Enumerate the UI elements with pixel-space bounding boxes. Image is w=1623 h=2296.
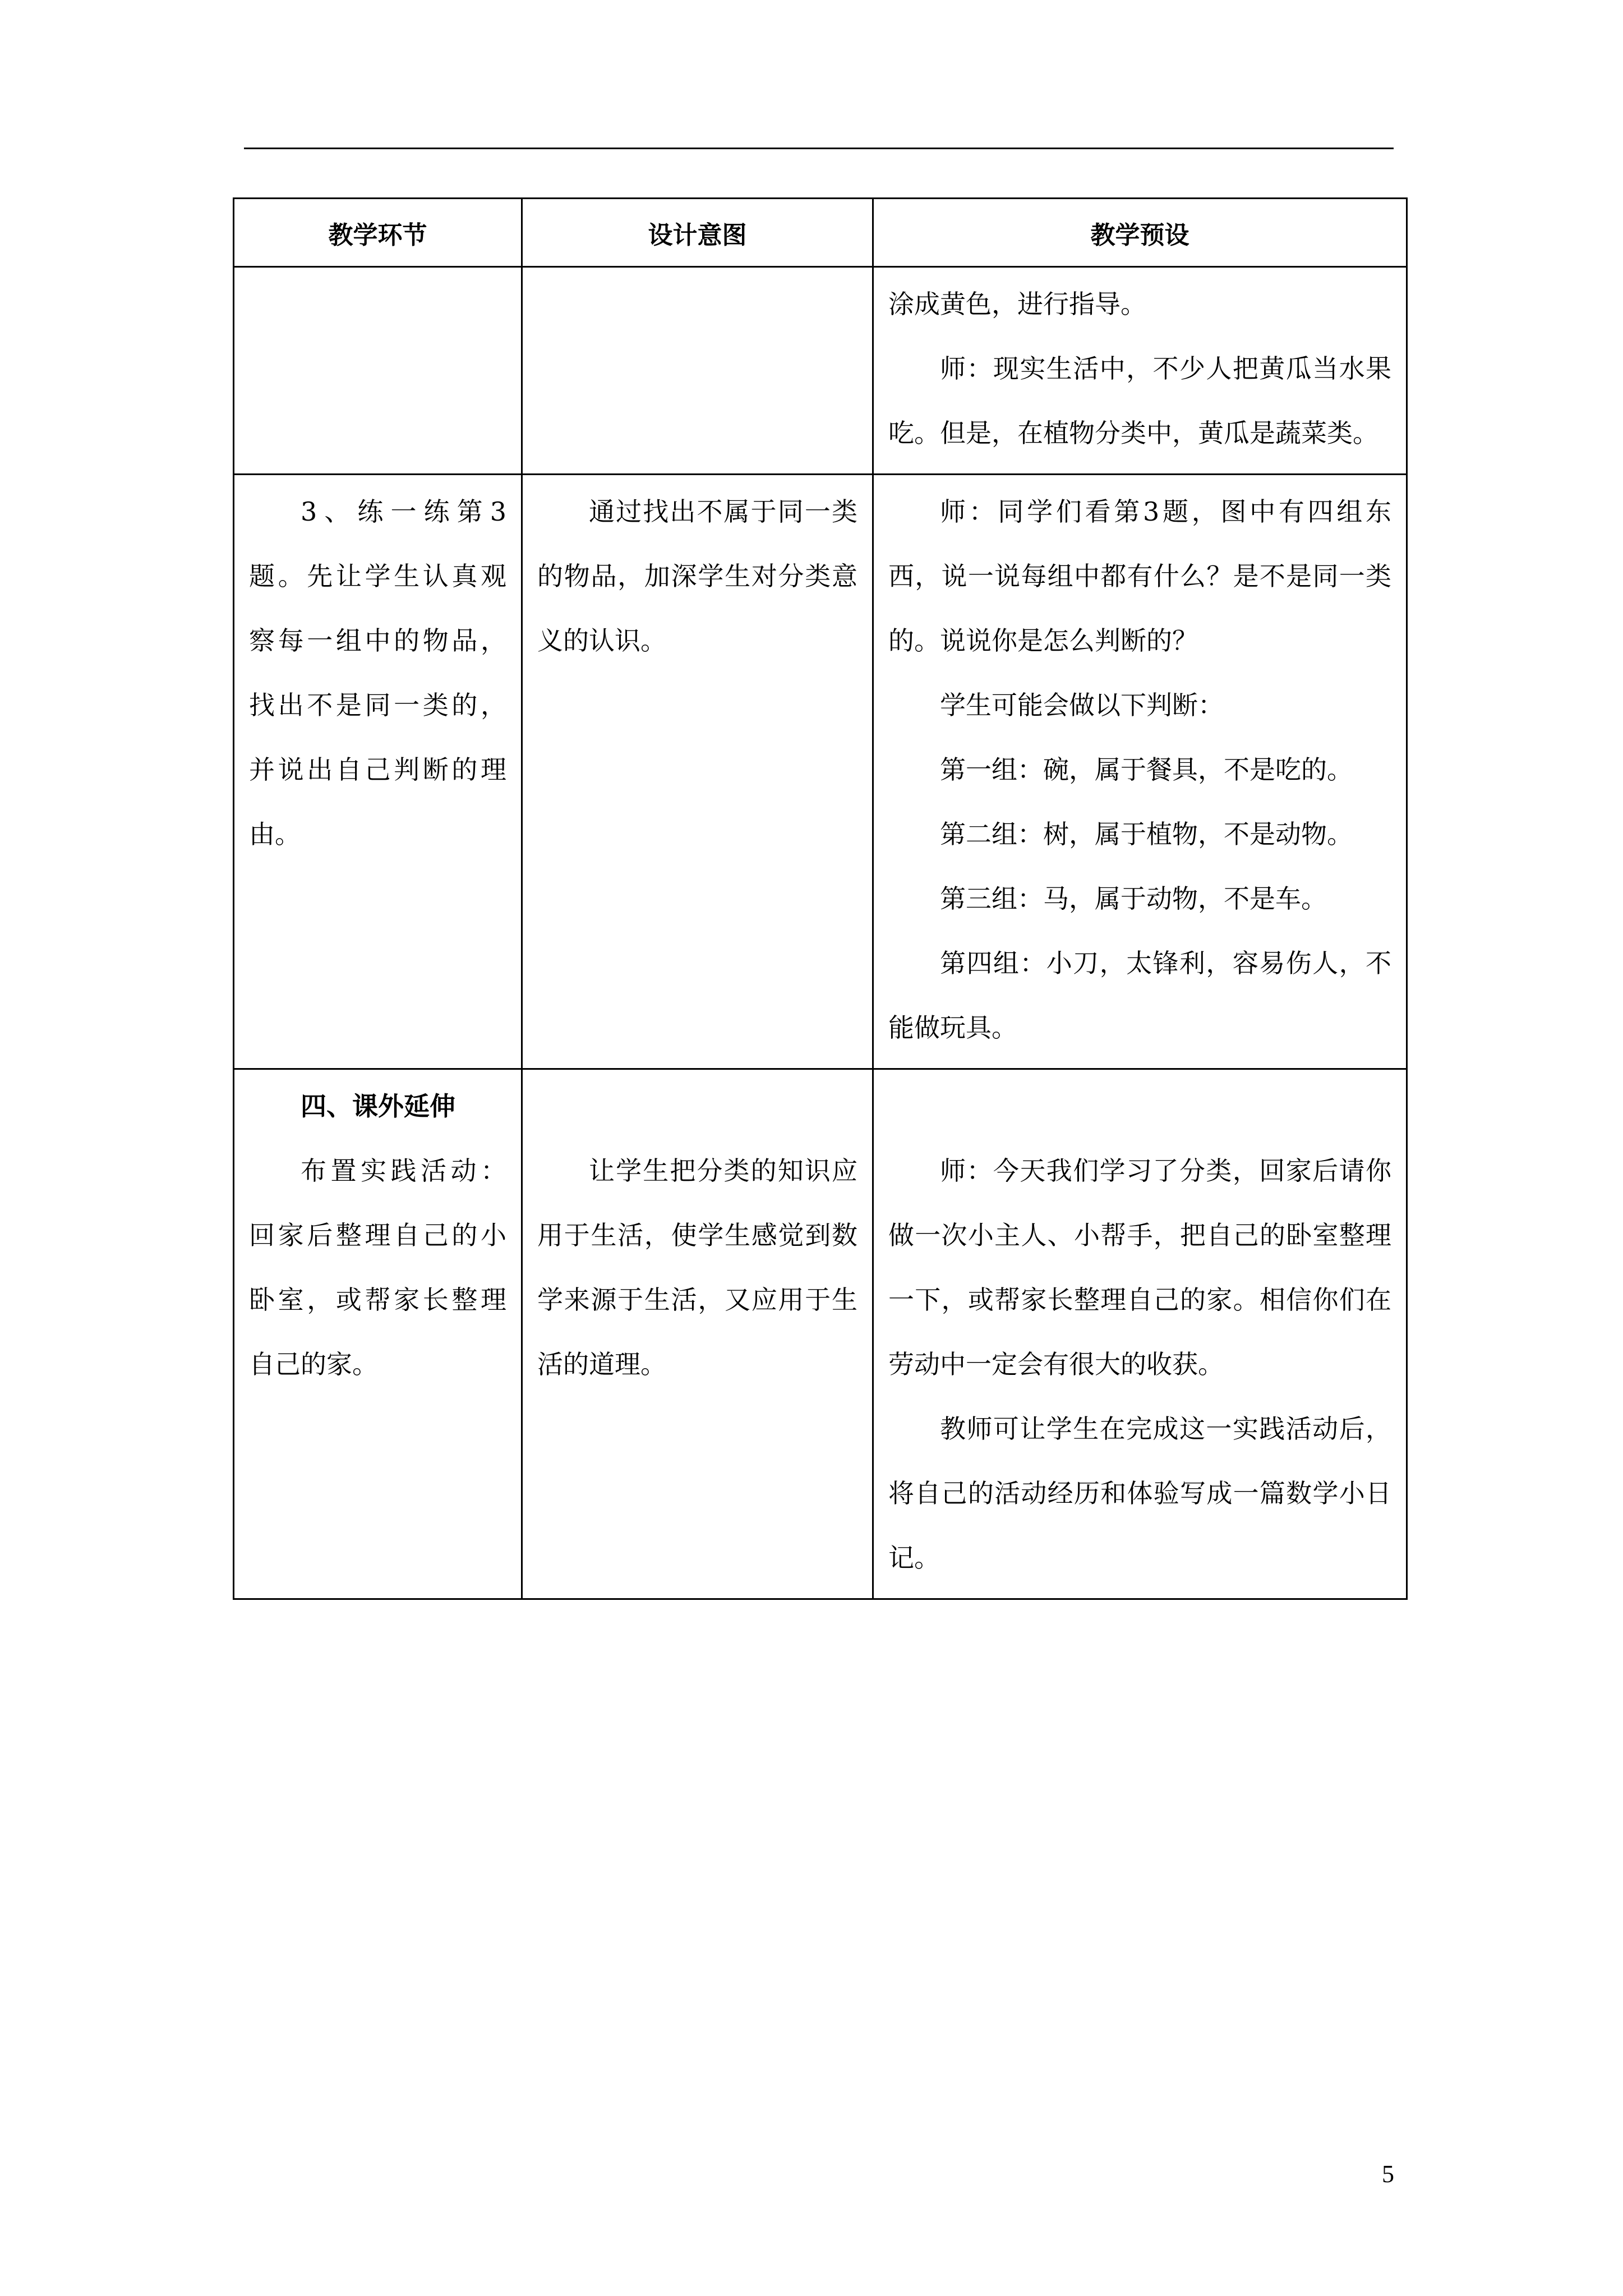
lesson-plan-table <box>233 197 1408 1600</box>
plan-cell <box>873 1069 1407 1599</box>
plan-paragraph: 第二组：树，属于植物，不是动物。 <box>940 819 1353 849</box>
stage-paragraph: 3、练一练第3题。先让学生认真观察每一组中的物品，找出不是同一类的，并说出自己判断的理由。 <box>249 496 506 849</box>
table-header-row <box>234 199 1407 267</box>
table-row <box>234 267 1407 475</box>
page-number: 5 <box>1382 2160 1394 2188</box>
table-row <box>234 1069 1407 1599</box>
intent-cell <box>522 267 873 475</box>
intent-paragraph: 通过找出不属于同一类的物品，加深学生对分类意义的认识。 <box>537 496 857 656</box>
cell-spacer <box>537 1074 857 1139</box>
plan-paragraph: 师：同学们看第3题，图中有四组东西，说一说每组中都有什么？是不是同一类的。说说你是怎么判断的？ <box>888 496 1391 656</box>
header-design-intent: 设计意图 <box>522 199 873 267</box>
plan-paragraph: 第三组：马，属于动物，不是车。 <box>940 884 1327 914</box>
plan-cell <box>873 475 1407 1069</box>
cell-spacer <box>888 1074 1391 1139</box>
header-teaching-plan: 教学预设 <box>873 199 1407 267</box>
intent-cell <box>522 1069 873 1599</box>
intent-cell <box>522 475 873 1069</box>
stage-paragraph: 布置实践活动：回家后整理自己的小卧室，或帮家长整理自己的家。 <box>249 1156 506 1379</box>
stage-cell <box>234 267 522 475</box>
header-teaching-stage: 教学环节 <box>234 199 522 267</box>
plan-paragraph: 第四组：小刀，太锋利，容易伤人，不能做玩具。 <box>888 948 1391 1043</box>
stage-cell <box>234 1069 522 1599</box>
plan-paragraph: 第一组：碗，属于餐具，不是吃的。 <box>940 754 1353 785</box>
plan-paragraph: 教师可让学生在完成这一实践活动后，将自己的活动经历和体验写成一篇数学小日记。 <box>888 1414 1391 1573</box>
header-rule <box>244 148 1394 149</box>
plan-paragraph: 师：今天我们学习了分类，回家后请你做一次小主人、小帮手，把自己的卧室整理一下，或帮家长整理自己的家。相信你们在劳动中一定会有很大的收获。 <box>888 1156 1391 1379</box>
plan-paragraph: 涂成黄色，进行指导。 <box>888 289 1146 319</box>
plan-cell <box>873 267 1407 475</box>
section-title: 四、课外延伸 <box>301 1091 455 1121</box>
plan-paragraph: 师：现实生活中，不少人把黄瓜当水果吃。但是，在植物分类中，黄瓜是蔬菜类。 <box>888 353 1391 448</box>
plan-paragraph: 学生可能会做以下判断： <box>940 690 1224 720</box>
stage-cell <box>234 475 522 1069</box>
table-row <box>234 475 1407 1069</box>
intent-paragraph: 让学生把分类的知识应用于生活，使学生感觉到数学来源于生活，又应用于生活的道理。 <box>537 1156 857 1379</box>
